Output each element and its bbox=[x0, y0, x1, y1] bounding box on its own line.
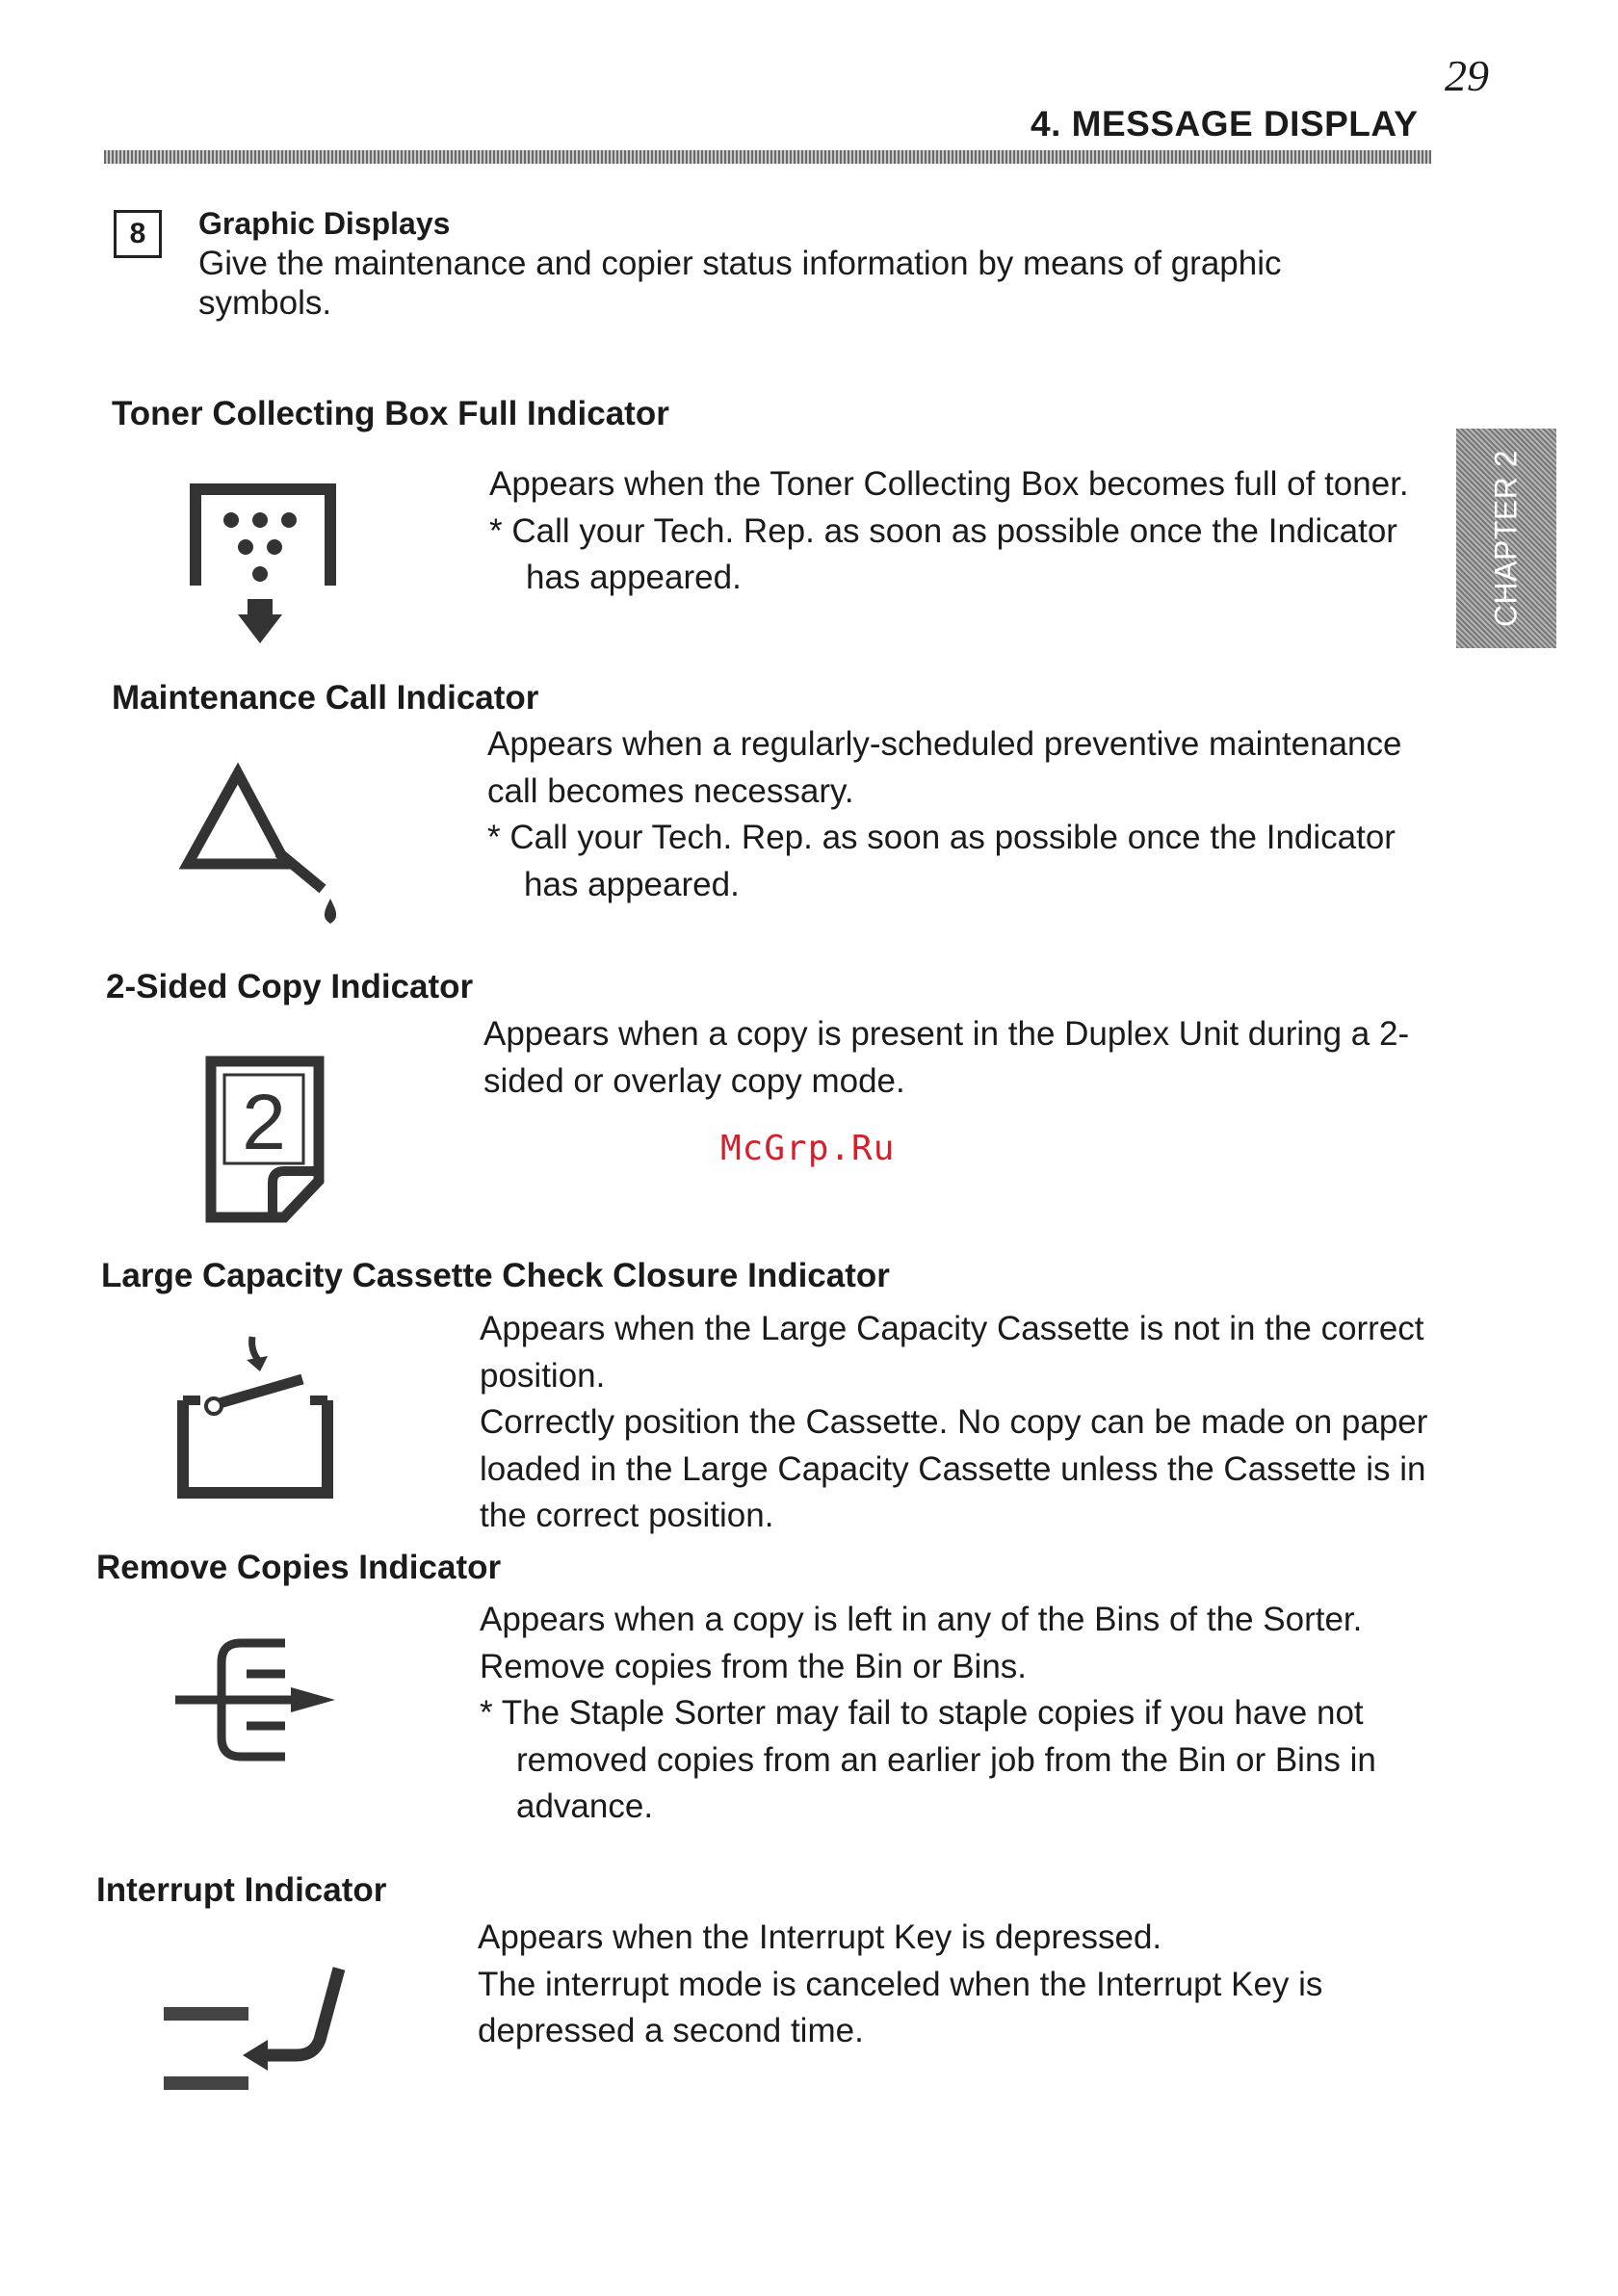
indicator-description bbox=[483, 1011, 1437, 1105]
note-marker: * bbox=[487, 819, 501, 856]
indicator-description bbox=[489, 461, 1443, 602]
indicator-heading: Interrupt Indicator bbox=[96, 1871, 387, 1909]
indicator-description bbox=[487, 721, 1441, 908]
maintenance-call-icon bbox=[178, 766, 347, 929]
intro-title: Graphic Displays bbox=[198, 206, 451, 241]
page-number: 29 bbox=[1445, 51, 1489, 100]
description-line: Appears when the Interrupt Key is depressed. bbox=[478, 1918, 1162, 1956]
indicator-heading: Maintenance Call Indicator bbox=[112, 679, 539, 717]
description-line: Remove copies from the Bin or Bins. bbox=[480, 1647, 1028, 1685]
toner-box-full-icon bbox=[188, 482, 342, 650]
description-line: Appears when the Toner Collecting Box becomes full of toner. bbox=[489, 465, 1409, 503]
chapter-tab-label: CHAPTER 2 bbox=[1488, 449, 1524, 628]
description-note: * Call your Tech. Rep. as soon as possible once the Indicator has appeared. bbox=[487, 819, 1396, 903]
watermark: McGrp.Ru bbox=[720, 1129, 896, 1168]
description-line: Appears when a regularly-scheduled preventive maintenance call becomes necessary. bbox=[487, 725, 1402, 810]
chapter-tab bbox=[1456, 429, 1556, 648]
indicator-heading: Toner Collecting Box Full Indicator bbox=[112, 395, 669, 432]
indicator-heading: 2-Sided Copy Indicator bbox=[106, 968, 474, 1005]
item-number-box: 8 bbox=[114, 210, 162, 258]
indicator-description bbox=[480, 1306, 1433, 1540]
section-title: 4. MESSAGE DISPLAY bbox=[1031, 104, 1419, 144]
note-marker: * bbox=[480, 1694, 493, 1732]
indicator-heading: Large Capacity Cassette Check Closure Indicator bbox=[101, 1257, 890, 1294]
note-marker: * bbox=[489, 511, 503, 550]
description-line: Appears when the Large Capacity Cassette is not in the correct position. bbox=[480, 1310, 1424, 1395]
header-rule bbox=[104, 150, 1431, 164]
cassette-closure-icon bbox=[175, 1329, 339, 1498]
indicator-heading: Remove Copies Indicator bbox=[96, 1549, 502, 1586]
description-line: Appears when a copy is present in the Duplex Unit during a 2- sided or overlay copy mode. bbox=[483, 1015, 1410, 1100]
remove-copies-icon bbox=[171, 1635, 340, 1765]
intro-text: Give the maintenance and copier status information by means of graphic symbols. bbox=[198, 245, 1282, 322]
two-sided-copy-icon bbox=[205, 1056, 326, 1224]
description-line: The interrupt mode is canceled when the Interrupt Key is depressed a second time. bbox=[478, 1965, 1323, 2049]
indicator-description bbox=[478, 1915, 1431, 2055]
description-note: * Call your Tech. Rep. as soon as possible once the Indicator has appeared. bbox=[489, 511, 1397, 596]
svg-text:2: 2 bbox=[242, 1079, 286, 1166]
description-note: * The Staple Sorter may fail to staple copies if you have not removed copies from an earlier job from the Bin or Bins in advance. bbox=[480, 1694, 1376, 1825]
interrupt-icon bbox=[160, 1965, 352, 2095]
description-line: Appears when a copy is left in any of the Bins of the Sorter. bbox=[480, 1601, 1363, 1638]
description-line: Correctly position the Cassette. No copy can be made on paper loaded in the Large Capacity Cassette unless the Cassette is in the correct position. bbox=[480, 1403, 1428, 1534]
indicator-description bbox=[480, 1597, 1433, 1831]
